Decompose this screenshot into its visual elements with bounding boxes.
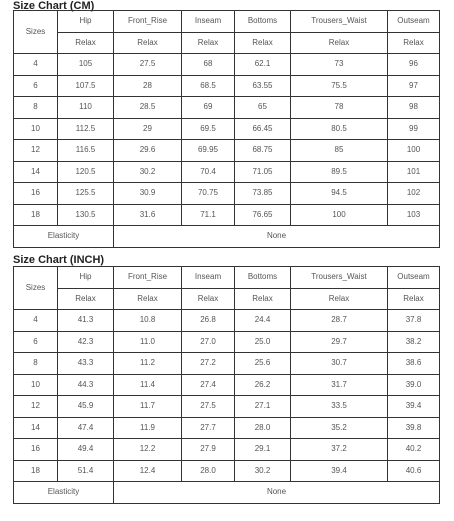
value-cell: 71.05 <box>235 161 291 183</box>
size-chart-cm-table <box>13 10 440 248</box>
unit-cell: Relax <box>291 32 388 54</box>
value-cell: 28.0 <box>235 417 291 439</box>
column-header: Trousers_Waist <box>291 267 388 289</box>
value-cell: 27.5 <box>114 54 182 76</box>
value-cell: 101 <box>388 161 440 183</box>
value-cell: 69.95 <box>182 140 235 162</box>
value-cell: 85 <box>291 140 388 162</box>
value-cell: 27.2 <box>182 353 235 375</box>
value-cell: 40.6 <box>388 460 440 482</box>
value-cell: 33.5 <box>291 396 388 418</box>
value-cell: 12.2 <box>114 439 182 461</box>
value-cell: 30.2 <box>114 161 182 183</box>
size-cell: 12 <box>14 396 58 418</box>
size-chart-inch-title: Size Chart (INCH) <box>13 254 105 266</box>
value-cell: 112.5 <box>58 118 114 140</box>
value-cell: 49.4 <box>58 439 114 461</box>
value-cell: 26.2 <box>235 374 291 396</box>
value-cell: 70.4 <box>182 161 235 183</box>
value-cell: 11.9 <box>114 417 182 439</box>
elasticity-value: None <box>114 482 440 504</box>
column-header: Front_Rise <box>114 11 182 33</box>
value-cell: 10.8 <box>114 310 182 332</box>
value-cell: 11.0 <box>114 331 182 353</box>
value-cell: 41.3 <box>58 310 114 332</box>
value-cell: 11.4 <box>114 374 182 396</box>
value-cell: 31.7 <box>291 374 388 396</box>
value-cell: 26.8 <box>182 310 235 332</box>
value-cell: 78 <box>291 97 388 119</box>
unit-cell: Relax <box>235 32 291 54</box>
value-cell: 37.2 <box>291 439 388 461</box>
value-cell: 25.0 <box>235 331 291 353</box>
value-cell: 28.7 <box>291 310 388 332</box>
value-cell: 45.9 <box>58 396 114 418</box>
value-cell: 66.45 <box>235 118 291 140</box>
value-cell: 73 <box>291 54 388 76</box>
value-cell: 99 <box>388 118 440 140</box>
size-cell: 18 <box>14 460 58 482</box>
sizes-header: Sizes <box>14 11 58 54</box>
size-cell: 10 <box>14 374 58 396</box>
value-cell: 27.9 <box>182 439 235 461</box>
value-cell: 97 <box>388 75 440 97</box>
value-cell: 27.5 <box>182 396 235 418</box>
value-cell: 110 <box>58 97 114 119</box>
size-cell: 16 <box>14 183 58 205</box>
value-cell: 30.7 <box>291 353 388 375</box>
unit-row <box>14 32 440 54</box>
value-cell: 105 <box>58 54 114 76</box>
value-cell: 73.85 <box>235 183 291 205</box>
value-cell: 39.4 <box>388 396 440 418</box>
value-cell: 39.0 <box>388 374 440 396</box>
value-cell: 37.8 <box>388 310 440 332</box>
value-cell: 28 <box>114 75 182 97</box>
size-chart-cm-title: Size Chart (CM) <box>13 0 95 12</box>
value-cell: 102 <box>388 183 440 205</box>
unit-cell: Relax <box>235 288 291 310</box>
header-row <box>14 11 440 33</box>
unit-row <box>14 288 440 310</box>
value-cell: 68 <box>182 54 235 76</box>
size-cell: 14 <box>14 161 58 183</box>
value-cell: 38.6 <box>388 353 440 375</box>
unit-cell: Relax <box>114 288 182 310</box>
value-cell: 65 <box>235 97 291 119</box>
value-cell: 25.6 <box>235 353 291 375</box>
column-header: Outseam <box>388 267 440 289</box>
value-cell: 27.4 <box>182 374 235 396</box>
value-cell: 28.5 <box>114 97 182 119</box>
header-row <box>14 267 440 289</box>
size-cell: 6 <box>14 331 58 353</box>
value-cell: 27.0 <box>182 331 235 353</box>
elasticity-row <box>14 226 440 248</box>
value-cell: 89.5 <box>291 161 388 183</box>
size-cell: 6 <box>14 75 58 97</box>
size-cell: 4 <box>14 54 58 76</box>
value-cell: 47.4 <box>58 417 114 439</box>
table-row <box>14 460 440 482</box>
value-cell: 30.9 <box>114 183 182 205</box>
table-row <box>14 97 440 119</box>
value-cell: 130.5 <box>58 204 114 226</box>
value-cell: 31.6 <box>114 204 182 226</box>
table-row <box>14 204 440 226</box>
value-cell: 38.2 <box>388 331 440 353</box>
value-cell: 63.55 <box>235 75 291 97</box>
value-cell: 28.0 <box>182 460 235 482</box>
value-cell: 76.65 <box>235 204 291 226</box>
value-cell: 51.4 <box>58 460 114 482</box>
table-row <box>14 183 440 205</box>
size-cell: 8 <box>14 353 58 375</box>
value-cell: 69.5 <box>182 118 235 140</box>
value-cell: 80.5 <box>291 118 388 140</box>
value-cell: 100 <box>291 204 388 226</box>
value-cell: 29.1 <box>235 439 291 461</box>
value-cell: 98 <box>388 97 440 119</box>
size-cell: 8 <box>14 97 58 119</box>
unit-cell: Relax <box>182 32 235 54</box>
column-header: Inseam <box>182 267 235 289</box>
column-header: Outseam <box>388 11 440 33</box>
unit-cell: Relax <box>291 288 388 310</box>
value-cell: 27.7 <box>182 417 235 439</box>
unit-cell: Relax <box>58 32 114 54</box>
elasticity-label: Elasticity <box>14 482 114 504</box>
column-header: Hip <box>58 267 114 289</box>
elasticity-row <box>14 482 440 504</box>
table-row <box>14 353 440 375</box>
value-cell: 70.75 <box>182 183 235 205</box>
column-header: Bottoms <box>235 267 291 289</box>
unit-cell: Relax <box>388 32 440 54</box>
value-cell: 29 <box>114 118 182 140</box>
value-cell: 43.3 <box>58 353 114 375</box>
elasticity-label: Elasticity <box>14 226 114 248</box>
value-cell: 11.2 <box>114 353 182 375</box>
table-row <box>14 54 440 76</box>
size-cell: 16 <box>14 439 58 461</box>
size-cell: 4 <box>14 310 58 332</box>
value-cell: 96 <box>388 54 440 76</box>
value-cell: 71.1 <box>182 204 235 226</box>
value-cell: 120.5 <box>58 161 114 183</box>
size-cell: 12 <box>14 140 58 162</box>
table-row <box>14 417 440 439</box>
size-cell: 10 <box>14 118 58 140</box>
table-row <box>14 331 440 353</box>
table-row <box>14 310 440 332</box>
value-cell: 125.5 <box>58 183 114 205</box>
value-cell: 69 <box>182 97 235 119</box>
table-row <box>14 396 440 418</box>
size-chart-inch-table <box>13 266 440 504</box>
value-cell: 94.5 <box>291 183 388 205</box>
sizes-header: Sizes <box>14 267 58 310</box>
column-header: Bottoms <box>235 11 291 33</box>
table-row <box>14 75 440 97</box>
value-cell: 27.1 <box>235 396 291 418</box>
table-row <box>14 439 440 461</box>
unit-cell: Relax <box>182 288 235 310</box>
column-header: Inseam <box>182 11 235 33</box>
value-cell: 100 <box>388 140 440 162</box>
value-cell: 68.5 <box>182 75 235 97</box>
unit-cell: Relax <box>58 288 114 310</box>
value-cell: 44.3 <box>58 374 114 396</box>
table-row <box>14 118 440 140</box>
table-row <box>14 161 440 183</box>
value-cell: 68.75 <box>235 140 291 162</box>
elasticity-value: None <box>114 226 440 248</box>
column-header: Front_Rise <box>114 267 182 289</box>
column-header: Hip <box>58 11 114 33</box>
value-cell: 107.5 <box>58 75 114 97</box>
value-cell: 29.7 <box>291 331 388 353</box>
value-cell: 116.5 <box>58 140 114 162</box>
column-header: Trousers_Waist <box>291 11 388 33</box>
value-cell: 75.5 <box>291 75 388 97</box>
value-cell: 40.2 <box>388 439 440 461</box>
value-cell: 29.6 <box>114 140 182 162</box>
unit-cell: Relax <box>388 288 440 310</box>
table-row <box>14 140 440 162</box>
table-row <box>14 374 440 396</box>
value-cell: 12.4 <box>114 460 182 482</box>
value-cell: 30.2 <box>235 460 291 482</box>
value-cell: 39.4 <box>291 460 388 482</box>
value-cell: 24.4 <box>235 310 291 332</box>
value-cell: 42.3 <box>58 331 114 353</box>
unit-cell: Relax <box>114 32 182 54</box>
value-cell: 103 <box>388 204 440 226</box>
value-cell: 11.7 <box>114 396 182 418</box>
value-cell: 35.2 <box>291 417 388 439</box>
size-cell: 14 <box>14 417 58 439</box>
value-cell: 62.1 <box>235 54 291 76</box>
value-cell: 39.8 <box>388 417 440 439</box>
size-cell: 18 <box>14 204 58 226</box>
